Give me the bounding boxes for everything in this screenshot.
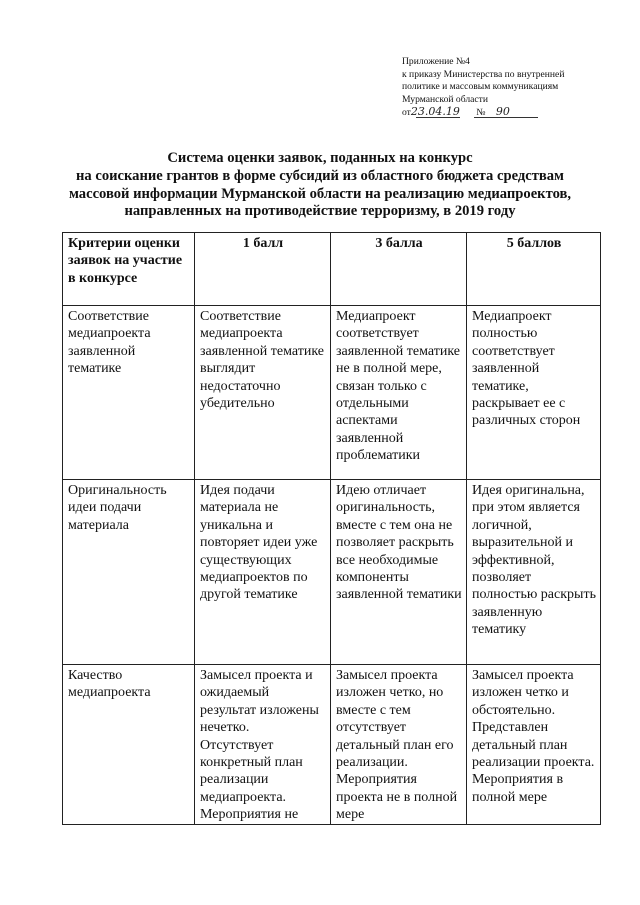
document-title [60,150,580,221]
table-row [63,306,601,480]
title-line-1: Система оценки заявок, поданных на конкурс [167,150,473,166]
header-3-points: 3 балла [331,233,467,306]
header-5-points: 5 баллов [467,233,601,306]
table-row [63,480,601,665]
appendix-line-4: Мурманской области [402,93,488,105]
order-date-number-line [402,106,637,120]
score-3-cell: Замысел проекта изложен четко, но вместе с тем отсутствует детальный план его реализации. Мероприятия проекта не в полной мере [331,665,467,825]
appendix-block [402,56,637,120]
appendix-line-3: политике и массовым коммуникациям [402,81,559,93]
score-3-cell: Медиапроект соответствует заявленной тематике не в полной мере, связан только с отдельными аспектами заявленной проблематики [331,306,467,480]
number-underline [474,117,538,118]
handwritten-number: 90 [495,105,510,119]
date-prefix: от [402,107,411,119]
score-5-cell: Медиапроект полностью соответствует заявленной тематике, раскрывает ее с различных сторон [467,306,601,480]
score-3-cell: Идею отличает оригинальность, вместе с тем она не позволяет раскрыть все необходимые компоненты заявленной тематики [331,480,467,665]
number-prefix: № [476,107,486,119]
score-5-cell: Идея оригинальна, при этом является логичной, выразительной и эффективной, позволяет полностью раскрыть заявленную тематику [467,480,601,665]
title-line-4: направленных на противодействие терроризму, в 2019 году [124,203,516,220]
appendix-line-2: к приказу Министерства по внутренней [402,68,565,80]
criterion-cell: Качество медиапроекта [63,665,195,825]
title-line-2: на соискание грантов в форме субсидий из областного бюджета средствам [75,167,564,184]
header-criteria: Критерии оценки заявок на участие в конкурсе [63,233,195,306]
handwritten-date: 23.04.19 [410,105,460,119]
appendix-line-1: Приложение №4 [402,56,470,67]
score-1-cell: Замысел проекта и ожидаемый результат изложены нечетко. Отсутствует конкретный план реализации медиапроекта. Мероприятия не [195,665,331,825]
title-line-3: массовой информации Мурманской области на реализацию медиапроектов, [68,185,572,202]
criterion-cell: Оригинальность идеи подачи материала [63,480,195,665]
date-underline [416,117,460,118]
criterion-cell: Соответствие медиапроекта заявленной тематике [63,306,195,480]
header-1-point: 1 балл [195,233,331,306]
table-header-row [63,233,601,306]
criteria-table [62,232,601,825]
score-1-cell: Соответствие медиапроекта заявленной тематике выглядит недостаточно убедительно [195,306,331,480]
table-row [63,665,601,825]
score-5-cell: Замысел проекта изложен четко и обстоятельно. Представлен детальный план реализации проекта. Мероприятия в полной мере [467,665,601,825]
score-1-cell: Идея подачи материала не уникальна и повторяет идеи уже существующих медиапроектов по другой тематике [195,480,331,665]
